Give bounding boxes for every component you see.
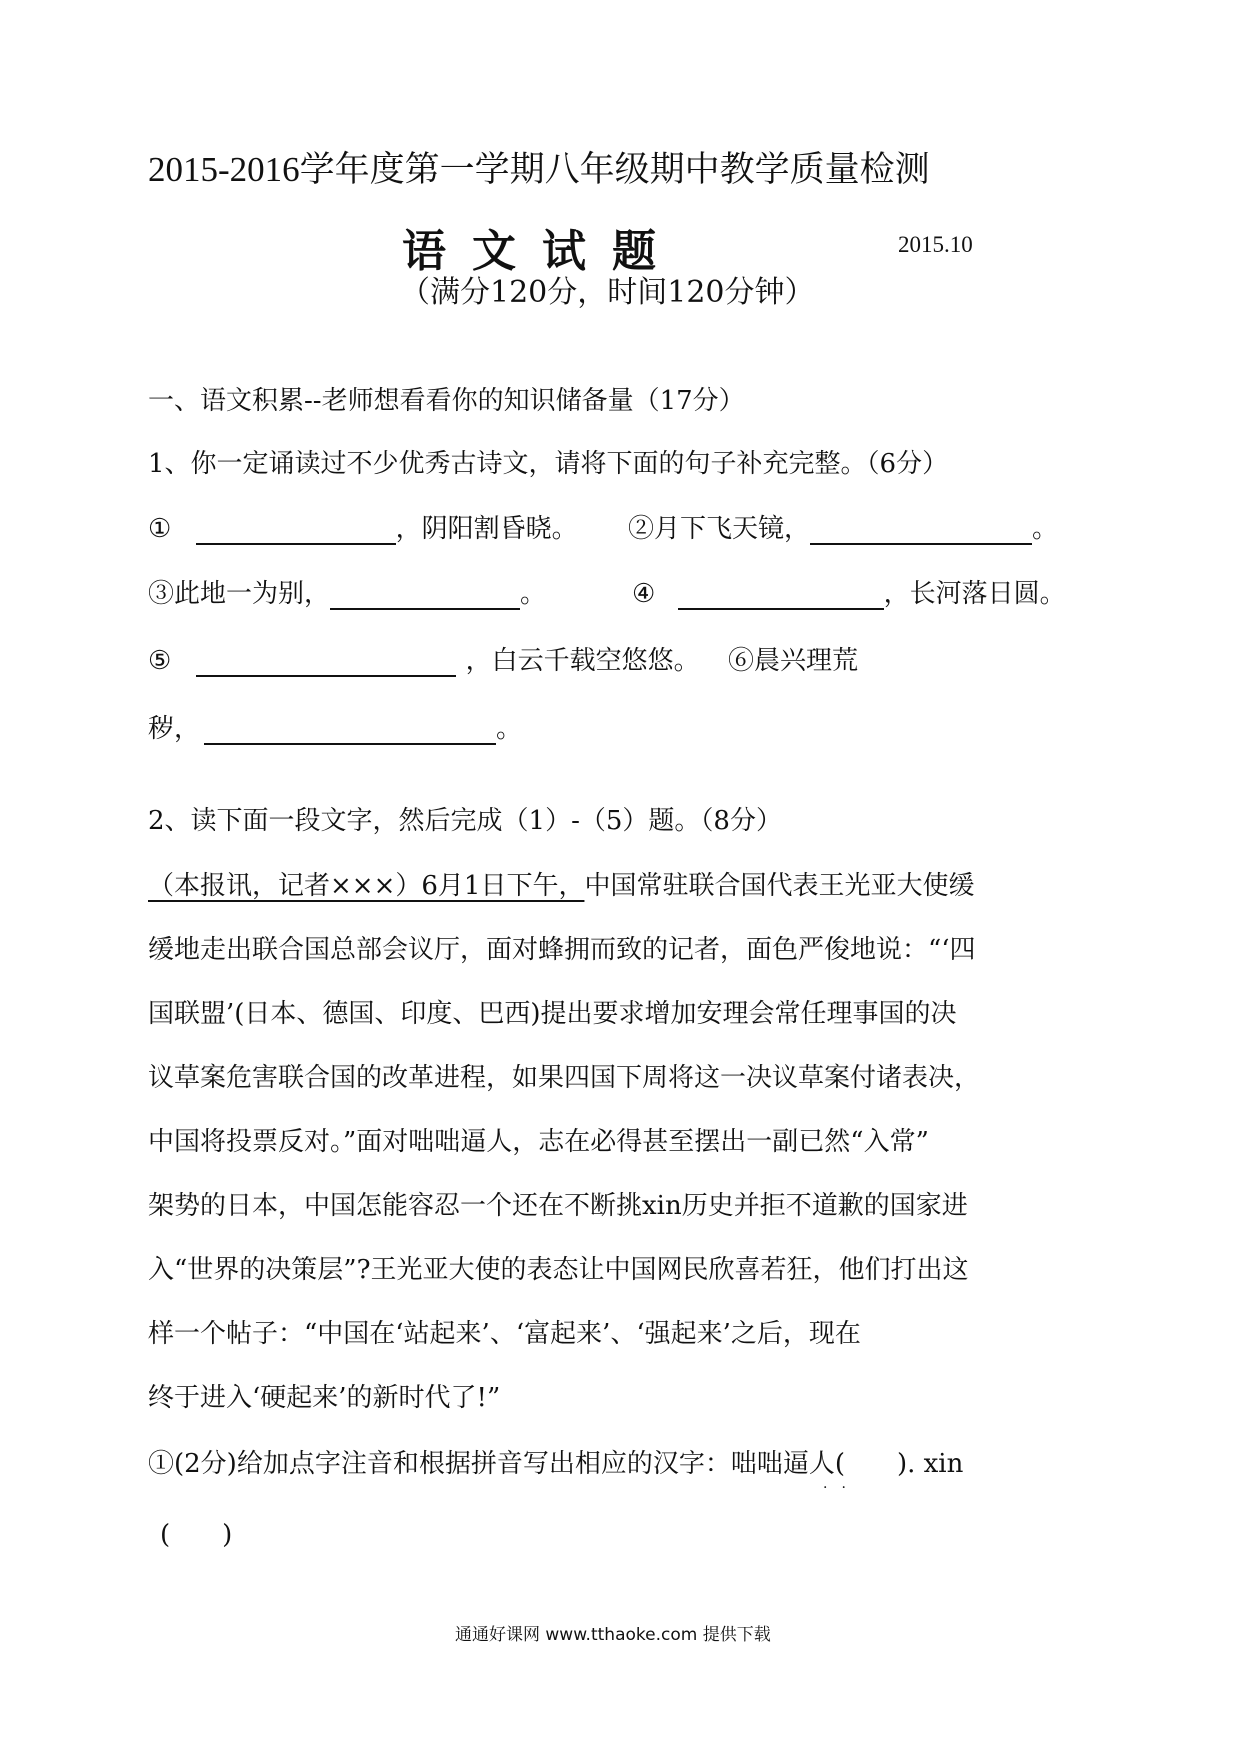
q2-sub1-blank[interactable]: ( ) — [160, 1520, 233, 1550]
q1-item-1-num: ① — [148, 514, 172, 544]
q1-row-3 — [148, 640, 700, 677]
q1-item-4-after: ，长河落日圆。 — [883, 579, 1066, 609]
q1-item-3-after: 。 — [520, 579, 547, 609]
q1-item-6-blank[interactable] — [204, 713, 496, 745]
q1-item-6-start — [728, 640, 858, 677]
q1-row-1 — [148, 508, 578, 545]
q1-item-5-num: ⑤ — [148, 646, 172, 676]
q1-prompt: 1、你一定诵读过不少优秀古诗文，请将下面的句子补充完整。（6分） — [148, 449, 949, 479]
emphasis-dots: ·· — [823, 1480, 860, 1496]
q1-item-2-before: 月下飞天镜， — [654, 514, 811, 544]
passage-underlined: （本报讯，记者×××）6月1日下午， — [148, 871, 585, 901]
q1-item-2-blank[interactable] — [810, 513, 1032, 545]
passage-line-3: 国联盟’(日本、德国、印度、巴西)提出要求增加安理会常任理事国的决 — [148, 999, 957, 1029]
q1-item-4-blank[interactable] — [678, 578, 884, 610]
passage-line-4: 议草案危害联合国的改革进程，如果四国下周将这一决议草案付诸表决， — [148, 1063, 981, 1093]
q1-item-6-before-b: 秽， — [148, 714, 201, 744]
q2-sub1: ①(2分)给加点字注音和根据拼音写出相应的汉字：咄咄逼人( ). xin — [148, 1449, 964, 1479]
passage-line-1 — [148, 865, 974, 902]
q1-row-1b — [628, 508, 1058, 545]
section1-heading: 一、语文积累--老师想看看你的知识储备量（17分） — [148, 386, 745, 416]
passage-line-1-rest: 中国常驻联合国代表王光亚大使缓 — [584, 871, 975, 901]
passage-line-7: 入“世界的决策层”?王光亚大使的表态让中国网民欣喜若狂，他们打出这 — [148, 1255, 969, 1285]
q1-item-6-before-a: 晨兴理荒 — [754, 646, 859, 676]
passage-line-6: 架势的日本，中国怎能容忍一个还在不断挑xin历史并拒不道歉的国家进 — [148, 1191, 968, 1221]
q1-item-6-after: 。 — [496, 714, 523, 744]
passage-line-5: 中国将投票反对。”面对咄咄逼人，志在必得甚至摆出一副已然“入常” — [148, 1127, 929, 1157]
q1-item-6-cont — [148, 708, 522, 745]
score-note: （满分120分，时间120分钟） — [400, 275, 815, 310]
q1-item-2-num: ② — [628, 514, 655, 544]
exam-title: 2015-2016学年度第一学期八年级期中教学质量检测 — [148, 150, 930, 189]
passage-line-2: 缓地走出联合国总部会议厅，面对蜂拥而致的记者，面色严俊地说：“‘四 — [148, 935, 976, 965]
q1-item-6-num: ⑥ — [728, 646, 755, 676]
q1-item-4-num: ④ — [632, 579, 656, 609]
q1-item-3-blank[interactable] — [330, 578, 520, 610]
q2-prompt: 2、读下面一段文字，然后完成（1）-（5）题。（8分） — [148, 806, 782, 836]
subject-title: 语文试题 — [402, 226, 682, 277]
passage-line-9: 终于进入‘硬起来’的新时代了!” — [148, 1383, 501, 1413]
q1-row-2 — [148, 573, 546, 610]
q1-item-2-after: 。 — [1032, 514, 1059, 544]
q1-row-2b — [632, 573, 1066, 610]
passage-line-8: 样一个帖子：“中国在‘站起来’、‘富起来’、‘强起来’之后，现在 — [148, 1319, 861, 1349]
q1-item-5-after: ，白云千载空悠悠。 — [465, 646, 700, 676]
q1-item-3-before: 此地一为别， — [174, 579, 331, 609]
exam-date: 2015.10 — [898, 232, 973, 257]
q1-item-3-num: ③ — [148, 579, 175, 609]
q1-item-1-after: ，阴阳割昏晓。 — [395, 514, 578, 544]
q1-item-5-blank[interactable] — [196, 645, 456, 677]
footer-source: 通通好课网 www.tthaoke.com 提供下载 — [455, 1625, 771, 1645]
q1-item-1-blank[interactable] — [196, 513, 396, 545]
